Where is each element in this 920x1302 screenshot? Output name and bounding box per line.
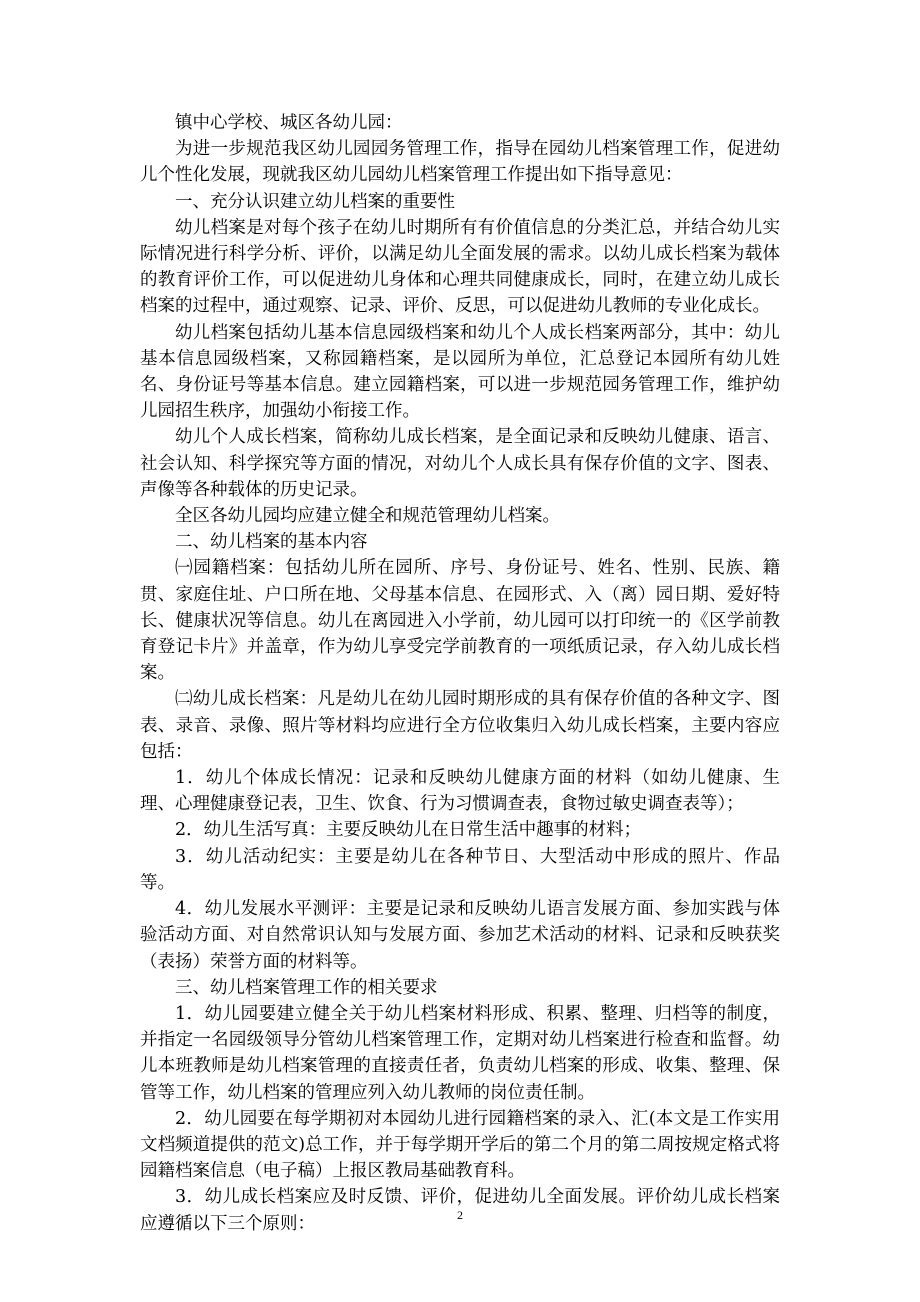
body-paragraph: 幼儿个人成长档案，简称幼儿成长档案，是全面记录和反映幼儿健康、语言、社会认知、科学探究等方面的情况，对幼儿个人成长具有保存价值的文字、图表、声像等各种载体的历史记录。: [140, 427, 780, 500]
intro-paragraph: 为进一步规范我区幼儿园园务管理工作，指导在园幼儿档案管理工作，促进幼儿个性化发展，现就我区幼儿园幼儿档案管理工作提出如下指导意见：: [140, 139, 780, 186]
list-item: 2．幼儿生活写真：主要反映幼儿在日常生活中趣事的材料；: [175, 820, 642, 841]
section-heading-2: 二、幼儿档案的基本内容: [175, 532, 368, 553]
list-item: 4．幼儿发展水平测评：主要是记录和反映幼儿语言发展方面、参加实践与体验活动方面、对自然常识认知与发展方面、参加艺术活动的材料、记录和反映获奖（表扬）荣誉方面的材料等。: [140, 899, 780, 972]
body-paragraph: ㈡幼儿成长档案：凡是幼儿在幼儿园时期形成的具有保存价值的各种文字、图表、录音、录像、照片等材料均应进行全方位收集归入幼儿成长档案，主要内容应包括：: [140, 689, 780, 762]
list-item: 3．幼儿成长档案应及时反馈、评价，促进幼儿全面发展。评价幼儿成长档案应遵循以下三个原则：: [140, 1187, 780, 1234]
section-heading-3: 三、幼儿档案管理工作的相关要求: [175, 977, 438, 998]
list-item: 1．幼儿个体成长情况：记录和反映幼儿健康方面的材料（如幼儿健康、生理、心理健康登记表，卫生、饮食、行为习惯调查表，食物过敏史调查表等）；: [140, 768, 780, 815]
body-paragraph: ㈠园籍档案：包括幼儿所在园所、序号、身份证号、姓名、性别、民族、籍贯、家庭住址、户口所在地、父母基本信息、在园形式、入（离）园日期、爱好特长、健康状况等信息。幼儿在离园进入小学前，幼儿园可以打印统一的《区学前教育登记卡片》并盖章，作为幼儿享受完学前教育的一项纸质记录，存入幼儿成长档案。: [140, 558, 780, 684]
page-number: 2: [457, 1208, 463, 1222]
body-paragraph: 幼儿档案是对每个孩子在幼儿时期所有有价值信息的分类汇总，并结合幼儿实际情况进行科学分析、评价，以满足幼儿全面发展的需求。以幼儿成长档案为载体的教育评价工作，可以促进幼儿身体和心理共同健康成长，同时，在建立幼儿成长档案的过程中，通过观察、记录、评价、反思，可以促进幼儿教师的专业化成长。: [140, 217, 780, 317]
document-body: [140, 110, 780, 1237]
body-paragraph: 全区各幼儿园均应建立健全和规范管理幼儿档案。: [175, 506, 560, 527]
body-paragraph: 幼儿档案包括幼儿基本信息园级档案和幼儿个人成长档案两部分，其中：幼儿基本信息园级档案，又称园籍档案，是以园所为单位，汇总登记本园所有幼儿姓名、身份证号等基本信息。建立园籍档案，可以进一步规范园务管理工作，维护幼儿园招生秩序，加强幼小衔接工作。: [140, 322, 780, 422]
section-heading-1: 一、充分认识建立幼儿档案的重要性: [175, 191, 455, 212]
salutation: 镇中心学校、城区各幼儿园：: [175, 113, 403, 133]
list-item: 3．幼儿活动纪实：主要是幼儿在各种节日、大型活动中形成的照片、作品等。: [140, 846, 780, 893]
list-item: 1．幼儿园要建立健全关于幼儿档案材料形成、积累、整理、归档等的制度，并指定一名园级领导分管幼儿档案管理工作，定期对幼儿档案进行检查和监督。幼儿本班教师是幼儿档案管理的直接责任者，负责幼儿档案的形成、收集、整理、保管等工作，幼儿档案的管理应列入幼儿教师的岗位责任制。: [140, 1003, 780, 1103]
list-item: 2．幼儿园要在每学期初对本园幼儿进行园籍档案的录入、汇(本文是工作实用文档频道提供的范文)总工作，并于每学期开学后的第二个月的第二周按规定格式将园籍档案信息（电子稿）上报区教局基础教育科。: [140, 1108, 780, 1182]
